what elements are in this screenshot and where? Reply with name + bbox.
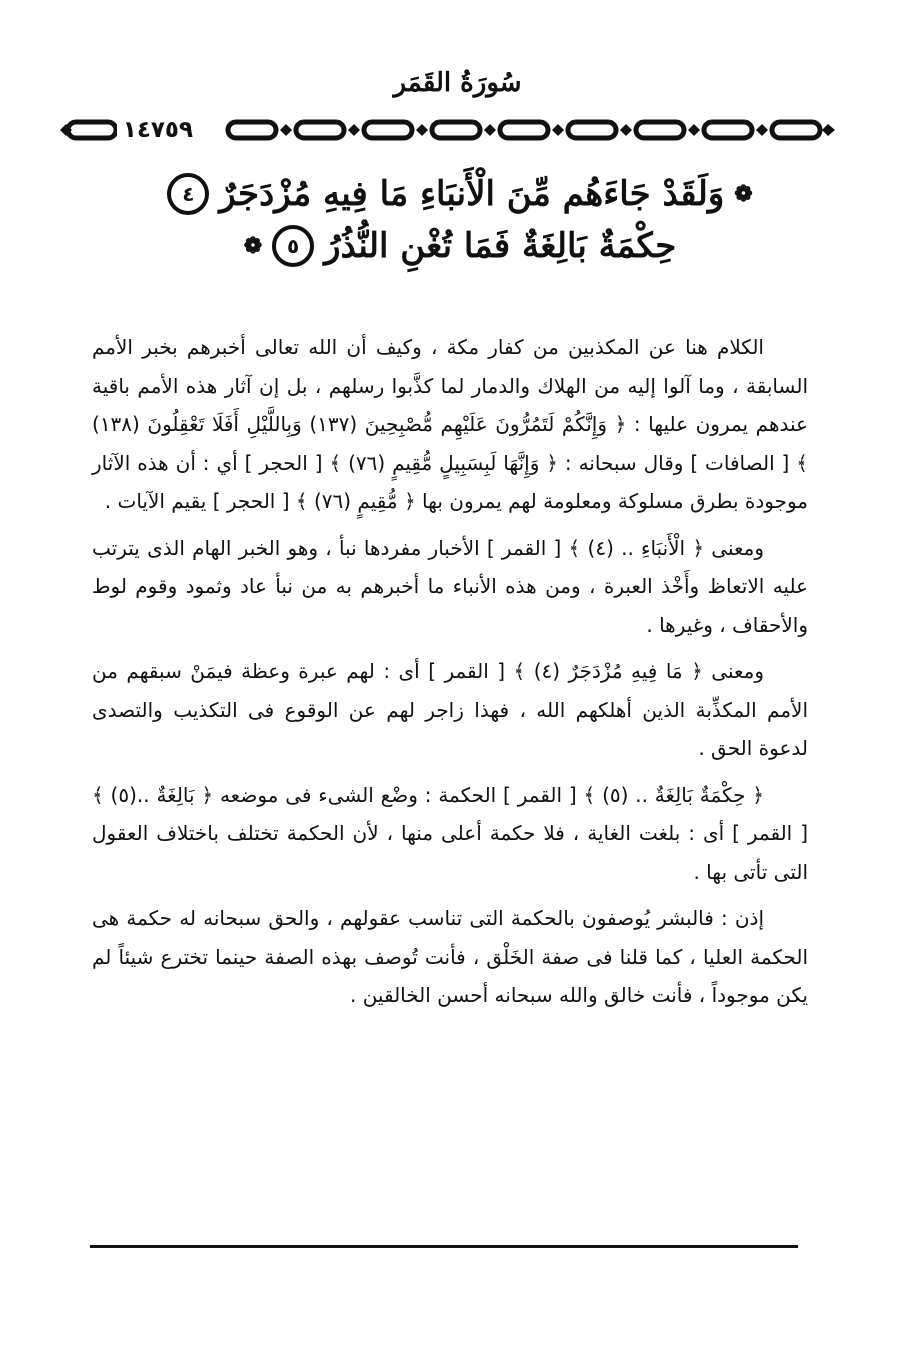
- header-ornament-band: [60, 112, 835, 148]
- commentary-paragraph: الكلام هنا عن المكذبين من كفار مكة ، وكيف أن الله تعالى أخبرهم بخبر الأمم السابقة ، وما آلوا إليه من الهلاك والدمار لما كذَّبوا رسلهم ، بل إن آثار هذه الأمم باقية عندهم يمرون عليها : ﴿ وَإِنَّكُمْ لَتَمُرُّونَ عَلَيْهِم مُّصْبِحِينَ (١٣٧) وَبِاللَّيْلِ أَفَلَا تَعْقِلُونَ (١٣٨) ﴾ [ الصافات ] وقال سبحانه : ﴿ وَإِنَّهَا لَبِسَبِيلٍ مُّقِيمٍ (٧٦) ﴾ [ الحجر ] أي : أن هذه الآثار موجودة بطرق مسلوكة ومعلومة لهم يمرون بها ﴿ مُّقِيمٍ (٧٦) ﴾ [ الحجر ] يقيم الآيات .: [92, 335, 808, 513]
- verse-line: [100, 220, 820, 272]
- verse-line: [100, 168, 820, 220]
- footer-divider: [90, 1245, 798, 1248]
- ayah-number: ٥: [272, 225, 314, 267]
- ayah-number: ٤: [167, 173, 209, 215]
- commentary-paragraph: ومعنى ﴿ الْأَنبَاءِ .. (٤) ﴾ [ القمر ] الأخبار مفردها نبأ ، وهو الخبر الهام الذى يترتب عليه الاتعاظ وأَخْذ العبرة ، ومن هذه الأنباء ما أخبرهم به من نبأ عاد وثمود وقوم لوط والأحقاف ، وغيرها .: [92, 535, 808, 637]
- surah-title: سُورَةُ القَمَر: [393, 68, 522, 98]
- quran-verses: [100, 168, 820, 272]
- verse-text: حِكْمَةٌ بَالِغَةٌ فَمَا تُغْنِ النُّذُرُ: [324, 226, 677, 266]
- commentary-text: [92, 328, 808, 1023]
- page-number: ١٤٧٥٩: [117, 112, 199, 148]
- flower-ornament-icon: ❁: [243, 233, 263, 259]
- commentary-paragraph: إذن : فالبشر يُوصفون بالحكمة التى تناسب عقولهم ، والحق سبحانه له حكمة هى الحكمة العليا ، كما قلنا فى صفة الخَلْق ، فأنت تُوصف بهذه الصفة حينما تخترع شيئاً لم يكن موجوداً ، فأنت خالق والله سبحانه أحسن الخالقين .: [92, 906, 808, 1007]
- commentary-paragraph: ومعنى ﴿ مَا فِيهِ مُزْدَجَرٌ (٤) ﴾ [ القمر ] أى : لهم عبرة وعظة فيمَنْ سبقهم من الأمم المكذِّبة الذين أهلكهم الله ، فهذا زاجر لهم عن الوقوع فى التكذيب والتصدى لدعوة الحق .: [92, 659, 808, 760]
- flower-ornament-icon: ❁: [734, 181, 753, 207]
- verse-text: وَلَقَدْ جَاءَهُم مِّنَ الْأَنبَاءِ مَا فِيهِ مُزْدَجَرٌ: [219, 174, 725, 214]
- commentary-paragraph: ﴿ حِكْمَةٌ بَالِغَةٌ .. (٥) ﴾ [ القمر ] الحكمة : وضْع الشىء فى موضعه ﴿ بَالِغَةٌ ..(٥) ﴾ [ القمر ] أى : بلغت الغاية ، فلا حكمة أعلى منها ، لأن الحكمة تختلف باختلاف العقول التى تأتى بها .: [92, 782, 808, 884]
